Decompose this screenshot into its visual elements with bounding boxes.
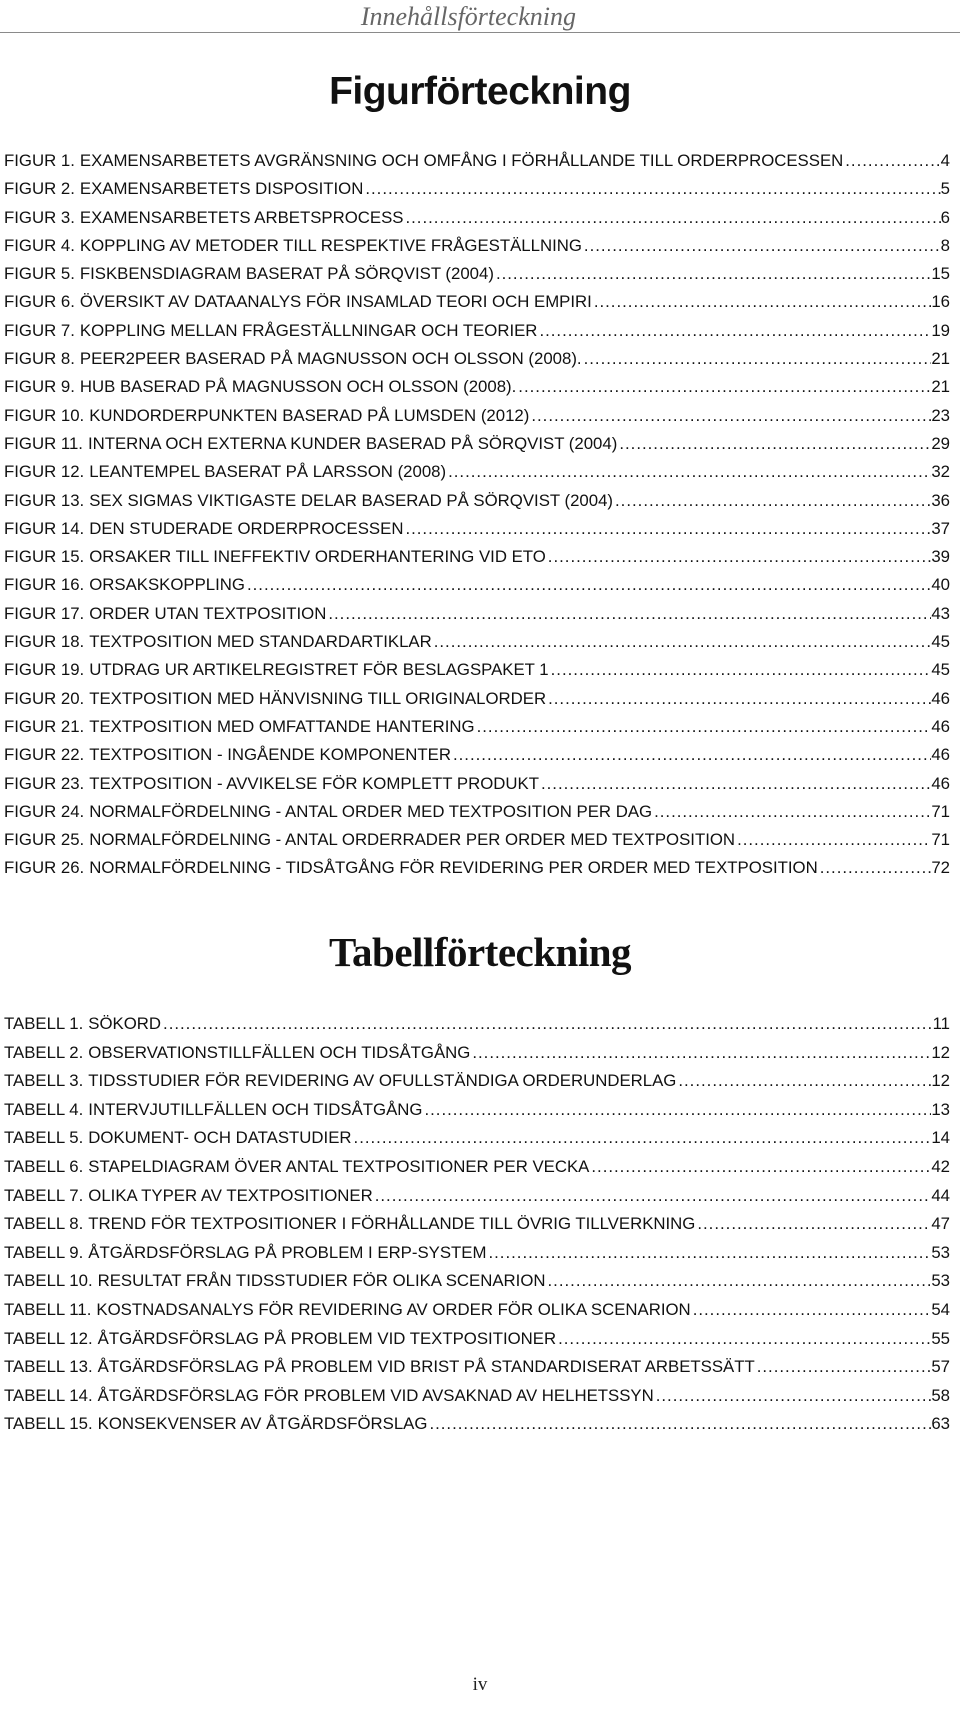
entry-page-number: 55 xyxy=(931,1328,950,1348)
entry-title: OBSERVATIONSTILLFÄLLEN OCH TIDSÅTGÅNG xyxy=(88,1042,471,1062)
entry-number: FIGUR 14. xyxy=(4,518,85,538)
dot-leader xyxy=(546,1267,932,1296)
entry-number: TABELL 15. xyxy=(4,1414,93,1434)
entry-page-number: 5 xyxy=(940,179,950,199)
dot-leader xyxy=(652,798,931,826)
entry-number: FIGUR 23. xyxy=(4,773,85,793)
entry-title: LEANTEMPEL BASERAT PÅ LARSSON (2008) xyxy=(89,462,447,482)
entry-number: FIGUR 24. xyxy=(4,801,85,821)
dot-leader xyxy=(494,260,931,288)
entry-page-number: 40 xyxy=(931,575,950,595)
figure-entry[interactable] xyxy=(4,175,950,203)
entry-number: FIGUR 6. xyxy=(4,292,75,312)
entry-title: FISKBENSDIAGRAM BASERAT PÅ SÖRQVIST (2004) xyxy=(79,264,494,284)
entry-number: TABELL 1. xyxy=(4,1014,84,1033)
dot-leader xyxy=(245,571,931,599)
entry-number: FIGUR 12. xyxy=(4,462,85,482)
figure-entry[interactable] xyxy=(4,402,950,430)
entry-page-number: 15 xyxy=(931,264,950,284)
dot-leader xyxy=(546,685,931,713)
figure-list-title: Figurförteckning xyxy=(329,70,631,113)
entry-number: FIGUR 8. xyxy=(4,349,75,369)
entry-title: PEER2PEER BASERAD PÅ MAGNUSSON OCH OLSSON (2008). xyxy=(79,349,582,369)
table-entry[interactable] xyxy=(4,1296,950,1325)
entry-title: HUB BASERAD PÅ MAGNUSSON OCH OLSSON (2008). xyxy=(79,377,517,397)
table-entry[interactable] xyxy=(4,1239,950,1268)
entry-number: FIGUR 11. xyxy=(4,433,83,453)
figure-entry[interactable] xyxy=(4,204,950,232)
entry-number: TABELL 7. xyxy=(4,1185,84,1205)
entry-page-number: 8 xyxy=(940,235,950,255)
entry-page-number: 58 xyxy=(931,1385,950,1405)
entry-title: TIDSSTUDIER FÖR REVIDERING AV OFULLSTÄNDIGA ORDERUNDERLAG xyxy=(88,1071,677,1091)
entry-page-number: 29 xyxy=(931,433,950,453)
entry-number: FIGUR 20. xyxy=(4,688,85,708)
table-entry[interactable] xyxy=(4,1325,950,1354)
entry-number: FIGUR 9. xyxy=(4,377,75,397)
dot-leader xyxy=(589,1153,931,1182)
entry-number: FIGUR 1. xyxy=(4,151,75,170)
table-entry[interactable] xyxy=(4,1067,950,1096)
entry-page-number: 57 xyxy=(931,1357,950,1377)
dot-leader xyxy=(432,628,932,656)
dot-leader xyxy=(695,1210,931,1239)
entry-title: ÅTGÄRDSFÖRSLAG FÖR PROBLEM VID AVSAKNAD AV HELHETSSYN xyxy=(97,1385,654,1405)
figure-entry[interactable] xyxy=(4,515,950,543)
entry-title: ORDER UTAN TEXTPOSITION xyxy=(89,603,327,623)
dot-leader xyxy=(451,741,931,769)
entry-title: KOSTNADSANALYS FÖR REVIDERING AV ORDER FÖR OLIKA SCENARION xyxy=(96,1299,691,1319)
dot-leader xyxy=(373,1182,932,1211)
entry-title: EXAMENSARBETETS AVGRÄNSNING OCH OMFÅNG I FÖRHÅLLANDE TILL ORDERPROCESSEN xyxy=(79,151,844,170)
entry-title: KONSEKVENSER AV ÅTGÄRDSFÖRSLAG xyxy=(97,1414,428,1434)
entry-title: INTERNA OCH EXTERNA KUNDER BASERAD PÅ SÖRQVIST (2004) xyxy=(87,433,618,453)
entry-number: FIGUR 19. xyxy=(4,660,85,680)
entry-title: ORSAKSKOPPLING xyxy=(89,575,245,595)
entry-page-number: 46 xyxy=(931,716,950,736)
entry-number: TABELL 5. xyxy=(4,1128,84,1148)
entry-number: TABELL 9. xyxy=(4,1242,84,1262)
table-entry[interactable] xyxy=(4,1210,950,1239)
entry-number: FIGUR 5. xyxy=(4,264,75,284)
entry-number: TABELL 12. xyxy=(4,1328,93,1348)
entry-page-number: 42 xyxy=(931,1156,950,1176)
entry-number: FIGUR 25. xyxy=(4,830,85,850)
entry-title: ÅTGÄRDSFÖRSLAG PÅ PROBLEM VID BRIST PÅ STANDARDISERAT ARBETSSÄTT xyxy=(97,1357,755,1377)
entry-title: TEXTPOSITION - AVVIKELSE FÖR KOMPLETT PRODUKT xyxy=(89,773,539,793)
entry-page-number: 46 xyxy=(931,773,950,793)
dot-leader xyxy=(556,1325,931,1354)
dot-leader xyxy=(755,1353,932,1382)
dot-leader xyxy=(529,402,931,430)
dot-leader xyxy=(818,854,932,882)
table-entry[interactable] xyxy=(4,1410,950,1439)
dot-leader xyxy=(446,458,931,486)
entry-number: FIGUR 18. xyxy=(4,632,85,652)
figure-entry[interactable] xyxy=(4,656,950,684)
entry-title: SÖKORD xyxy=(88,1014,162,1033)
figure-entry[interactable] xyxy=(4,741,950,769)
dot-leader xyxy=(363,175,940,203)
dot-leader xyxy=(592,288,932,316)
entry-number: TABELL 14. xyxy=(4,1385,93,1405)
figure-entry[interactable] xyxy=(4,628,950,656)
table-list-title: Tabellförteckning xyxy=(328,929,632,975)
dot-leader xyxy=(549,656,932,684)
running-header xyxy=(0,0,960,33)
entry-title: TEXTPOSITION MED STANDARDARTIKLAR xyxy=(89,632,432,652)
entry-page-number: 36 xyxy=(931,490,950,510)
table-entry[interactable] xyxy=(4,1353,950,1382)
dot-leader xyxy=(654,1382,932,1411)
entry-page-number: 11 xyxy=(932,1014,950,1033)
entry-title: KOPPLING AV METODER TILL RESPEKTIVE FRÅGESTÄLLNING xyxy=(79,235,582,255)
entry-title: SEX SIGMAS VIKTIGASTE DELAR BASERAD PÅ SÖRQVIST (2004) xyxy=(89,490,614,510)
table-entry[interactable] xyxy=(4,1124,950,1153)
entry-page-number: 46 xyxy=(931,688,950,708)
figure-entry[interactable] xyxy=(4,232,950,260)
entry-title: ÅTGÄRDSFÖRSLAG PÅ PROBLEM I ERP-SYSTEM xyxy=(88,1242,487,1262)
entry-number: FIGUR 4. xyxy=(4,235,75,255)
entry-title: UTDRAG UR ARTIKELREGISTRET FÖR BESLAGSPAKET 1 xyxy=(89,660,549,680)
entry-number: TABELL 10. xyxy=(4,1271,93,1291)
entry-page-number: 54 xyxy=(931,1299,950,1319)
figure-entry[interactable] xyxy=(4,571,950,599)
entry-page-number: 21 xyxy=(931,349,950,369)
entry-page-number: 13 xyxy=(931,1099,950,1119)
running-header-title: Innehållsförteckning xyxy=(360,2,576,31)
entry-number: TABELL 3. xyxy=(4,1071,84,1091)
entry-number: FIGUR 10. xyxy=(4,405,85,425)
table-entry[interactable] xyxy=(4,1182,950,1211)
dot-leader xyxy=(546,543,932,571)
entry-number: FIGUR 15. xyxy=(4,547,85,567)
entry-page-number: 4 xyxy=(940,151,950,170)
entry-page-number: 45 xyxy=(931,632,950,652)
entry-page-number: 12 xyxy=(931,1042,950,1062)
figure-entry[interactable] xyxy=(4,770,950,798)
entry-title: ORSAKER TILL INEFFEKTIV ORDERHANTERING VID ETO xyxy=(89,547,546,567)
table-list xyxy=(4,1010,950,1439)
entry-title: RESULTAT FRÅN TIDSSTUDIER FÖR OLIKA SCENARION xyxy=(97,1271,546,1291)
entry-page-number: 19 xyxy=(931,320,950,340)
table-entry[interactable] xyxy=(4,1267,950,1296)
entry-title: KOPPLING MELLAN FRÅGESTÄLLNINGAR OCH TEORIER xyxy=(79,320,538,340)
entry-page-number: 46 xyxy=(931,745,950,765)
dot-leader xyxy=(470,1039,931,1068)
figure-entry[interactable] xyxy=(4,317,950,345)
entry-title: DOKUMENT- OCH DATASTUDIER xyxy=(88,1128,352,1148)
entry-number: FIGUR 2. xyxy=(4,179,75,199)
dot-leader xyxy=(352,1124,932,1153)
entry-page-number: 43 xyxy=(931,603,950,623)
entry-title: NORMALFÖRDELNING - ANTAL ORDERRADER PER ORDER MED TEXTPOSITION xyxy=(89,830,736,850)
table-entry[interactable] xyxy=(4,1153,950,1182)
table-entry[interactable] xyxy=(4,1382,950,1411)
figure-list xyxy=(4,147,950,883)
dot-leader xyxy=(691,1296,932,1325)
dot-leader xyxy=(617,430,931,458)
figure-entry[interactable] xyxy=(4,458,950,486)
entry-page-number: 21 xyxy=(931,377,950,397)
entry-page-number: 44 xyxy=(931,1185,950,1205)
entry-page-number: 45 xyxy=(931,660,950,680)
entry-title: STAPELDIAGRAM ÖVER ANTAL TEXTPOSITIONER PER VECKA xyxy=(88,1156,590,1176)
entry-title: NORMALFÖRDELNING - ANTAL ORDER MED TEXTPOSITION PER DAG xyxy=(89,801,653,821)
figure-entry[interactable] xyxy=(4,600,950,628)
entry-page-number: 71 xyxy=(931,801,950,821)
entry-title: NORMALFÖRDELNING - TIDSÅTGÅNG FÖR REVIDERING PER ORDER MED TEXTPOSITION xyxy=(89,858,818,878)
figure-entry[interactable] xyxy=(4,487,950,515)
entry-title: TEXTPOSITION - INGÅENDE KOMPONENTER xyxy=(89,745,451,765)
entry-title: KUNDORDERPUNKTEN BASERAD PÅ LUMSDEN (2012) xyxy=(89,405,530,425)
figure-entry[interactable] xyxy=(4,345,950,373)
entry-page-number: 14 xyxy=(931,1128,950,1148)
dot-leader xyxy=(427,1410,931,1439)
entry-page-number: 16 xyxy=(931,292,950,312)
entry-page-number: 53 xyxy=(931,1242,950,1262)
dot-leader xyxy=(486,1239,931,1268)
figure-entry[interactable] xyxy=(4,798,950,826)
entry-title: ÖVERSIKT AV DATAANALYS FÖR INSAMLAD TEORI OCH EMPIRI xyxy=(79,292,592,312)
entry-page-number: 32 xyxy=(931,462,950,482)
dot-leader xyxy=(403,515,931,543)
dot-leader xyxy=(537,317,931,345)
dot-leader xyxy=(475,713,932,741)
entry-number: TABELL 4. xyxy=(4,1099,84,1119)
entry-title: DEN STUDERADE ORDERPROCESSEN xyxy=(89,518,404,538)
entry-title: ÅTGÄRDSFÖRSLAG PÅ PROBLEM VID TEXTPOSITIONER xyxy=(97,1328,557,1348)
entry-page-number: 47 xyxy=(931,1214,950,1234)
figure-entry[interactable] xyxy=(4,713,950,741)
entry-page-number: 63 xyxy=(931,1414,950,1434)
entry-number: FIGUR 3. xyxy=(4,207,75,227)
figure-entry[interactable] xyxy=(4,147,950,175)
entry-page-number: 23 xyxy=(931,405,950,425)
figure-entry[interactable] xyxy=(4,288,950,316)
entry-number: FIGUR 17. xyxy=(4,603,85,623)
table-entry[interactable] xyxy=(4,1010,950,1039)
entry-number: FIGUR 21. xyxy=(4,716,85,736)
entry-number: FIGUR 22. xyxy=(4,745,85,765)
dot-leader xyxy=(539,770,931,798)
page-number: iv xyxy=(472,1674,488,1695)
figure-entry[interactable] xyxy=(4,826,950,854)
entry-title: TREND FÖR TEXTPOSITIONER I FÖRHÅLLANDE TILL ÖVRIG TILLVERKNING xyxy=(88,1214,696,1234)
dot-leader xyxy=(676,1067,931,1096)
figure-entry[interactable] xyxy=(4,854,950,882)
entry-number: FIGUR 7. xyxy=(4,320,75,340)
dot-leader xyxy=(582,232,941,260)
entry-page-number: 37 xyxy=(931,518,950,538)
table-entry[interactable] xyxy=(4,1039,950,1068)
dot-leader xyxy=(422,1096,931,1125)
entry-page-number: 53 xyxy=(931,1271,950,1291)
entry-title: EXAMENSARBETETS DISPOSITION xyxy=(79,179,364,199)
figure-entry[interactable] xyxy=(4,430,950,458)
entry-title: TEXTPOSITION MED HÄNVISNING TILL ORIGINALORDER xyxy=(89,688,547,708)
entry-page-number: 71 xyxy=(931,830,950,850)
entry-page-number: 39 xyxy=(931,547,950,567)
entry-page-number: 6 xyxy=(940,207,950,227)
dot-leader xyxy=(326,600,931,628)
entry-number: FIGUR 13. xyxy=(4,490,85,510)
entry-number: TABELL 6. xyxy=(4,1156,84,1176)
entry-number: FIGUR 16. xyxy=(4,575,85,595)
dot-leader xyxy=(613,487,931,515)
dot-leader xyxy=(843,147,940,175)
entry-number: FIGUR 26. xyxy=(4,858,85,878)
entry-number: TABELL 2. xyxy=(4,1042,84,1062)
dot-leader xyxy=(403,204,940,232)
entry-title: INTERVJUTILLFÄLLEN OCH TIDSÅTGÅNG xyxy=(88,1099,423,1119)
entry-page-number: 12 xyxy=(931,1071,950,1091)
entry-title: EXAMENSARBETETS ARBETSPROCESS xyxy=(79,207,404,227)
dot-leader xyxy=(735,826,931,854)
figure-entry[interactable] xyxy=(4,260,950,288)
dot-leader xyxy=(161,1010,933,1039)
entry-title: OLIKA TYPER AV TEXTPOSITIONER xyxy=(88,1185,373,1205)
figure-entry[interactable] xyxy=(4,373,950,401)
figure-entry[interactable] xyxy=(4,685,950,713)
entry-page-number: 72 xyxy=(931,858,950,878)
entry-number: TABELL 8. xyxy=(4,1214,84,1234)
dot-leader xyxy=(582,345,932,373)
table-entry[interactable] xyxy=(4,1096,950,1125)
entry-number: TABELL 11. xyxy=(4,1299,92,1319)
entry-title: TEXTPOSITION MED OMFATTANDE HANTERING xyxy=(89,716,475,736)
dot-leader xyxy=(516,373,931,401)
entry-number: TABELL 13. xyxy=(4,1357,93,1377)
figure-entry[interactable] xyxy=(4,543,950,571)
